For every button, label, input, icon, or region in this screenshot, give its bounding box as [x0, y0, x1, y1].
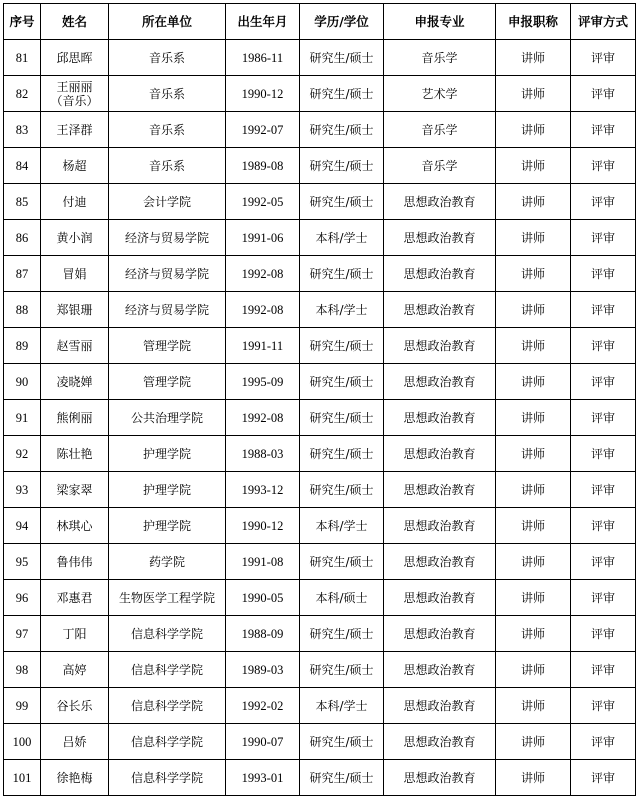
cell-major: 音乐学: [384, 148, 496, 184]
cell-title: 讲师: [496, 652, 571, 688]
cell-unit: 信息科学学院: [109, 652, 226, 688]
cell-major: 思想政治教育: [384, 652, 496, 688]
cell-unit: 生物医学工程学院: [109, 580, 226, 616]
cell-name: 梁家翠: [41, 472, 109, 508]
cell-unit: 经济与贸易学院: [109, 292, 226, 328]
cell-major: 思想政治教育: [384, 580, 496, 616]
cell-unit: 信息科学学院: [109, 616, 226, 652]
cell-index: 94: [4, 508, 41, 544]
table-body: [4, 40, 636, 796]
cell-degree: 研究生/硕士: [300, 328, 384, 364]
cell-degree: 研究生/硕士: [300, 112, 384, 148]
table-row: [4, 40, 636, 76]
cell-title: 讲师: [496, 220, 571, 256]
cell-unit: 经济与贸易学院: [109, 256, 226, 292]
cell-major: 艺术学: [384, 76, 496, 112]
cell-title: 讲师: [496, 76, 571, 112]
cell-major: 思想政治教育: [384, 724, 496, 760]
table-row: [4, 724, 636, 760]
cell-degree: 研究生/硕士: [300, 400, 384, 436]
cell-degree: 研究生/硕士: [300, 436, 384, 472]
cell-review: 评审: [571, 328, 636, 364]
cell-name: 熊俐丽: [41, 400, 109, 436]
cell-review: 评审: [571, 364, 636, 400]
table-row: [4, 472, 636, 508]
cell-name: 高婷: [41, 652, 109, 688]
cell-birth: 1986-11: [226, 40, 300, 76]
cell-birth: 1990-07: [226, 724, 300, 760]
cell-name: 黄小润: [41, 220, 109, 256]
cell-degree: 研究生/硕士: [300, 40, 384, 76]
cell-major: 音乐学: [384, 112, 496, 148]
cell-title: 讲师: [496, 688, 571, 724]
cell-major: 音乐学: [384, 40, 496, 76]
table-row: [4, 688, 636, 724]
cell-name: 陈壮艳: [41, 436, 109, 472]
cell-degree: 本科/学士: [300, 688, 384, 724]
header-index: 序号: [4, 4, 41, 40]
cell-review: 评审: [571, 148, 636, 184]
cell-review: 评审: [571, 184, 636, 220]
cell-major: 思想政治教育: [384, 616, 496, 652]
table-row: [4, 328, 636, 364]
cell-major: 思想政治教育: [384, 364, 496, 400]
cell-major: 思想政治教育: [384, 400, 496, 436]
cell-title: 讲师: [496, 508, 571, 544]
cell-birth: 1989-08: [226, 148, 300, 184]
cell-title: 讲师: [496, 544, 571, 580]
header-degree: 学历/学位: [300, 4, 384, 40]
cell-birth: 1995-09: [226, 364, 300, 400]
cell-birth: 1993-01: [226, 760, 300, 796]
cell-index: 93: [4, 472, 41, 508]
cell-birth: 1992-07: [226, 112, 300, 148]
cell-name: 徐艳梅: [41, 760, 109, 796]
cell-review: 评审: [571, 472, 636, 508]
cell-birth: 1988-03: [226, 436, 300, 472]
cell-degree: 本科/学士: [300, 292, 384, 328]
table-row: [4, 112, 636, 148]
cell-index: 82: [4, 76, 41, 112]
cell-name: 林琪心: [41, 508, 109, 544]
cell-birth: 1988-09: [226, 616, 300, 652]
cell-review: 评审: [571, 652, 636, 688]
cell-index: 99: [4, 688, 41, 724]
cell-title: 讲师: [496, 616, 571, 652]
cell-review: 评审: [571, 688, 636, 724]
cell-review: 评审: [571, 580, 636, 616]
cell-unit: 信息科学学院: [109, 688, 226, 724]
cell-degree: 本科/学士: [300, 220, 384, 256]
header-unit: 所在单位: [109, 4, 226, 40]
cell-major: 思想政治教育: [384, 508, 496, 544]
cell-index: 95: [4, 544, 41, 580]
cell-unit: 音乐系: [109, 148, 226, 184]
cell-review: 评审: [571, 76, 636, 112]
table-row: [4, 292, 636, 328]
table-row: [4, 616, 636, 652]
cell-title: 讲师: [496, 364, 571, 400]
cell-birth: 1992-02: [226, 688, 300, 724]
cell-name: 谷长乐: [41, 688, 109, 724]
cell-unit: 护理学院: [109, 472, 226, 508]
cell-degree: 研究生/硕士: [300, 364, 384, 400]
cell-major: 思想政治教育: [384, 292, 496, 328]
cell-title: 讲师: [496, 760, 571, 796]
cell-unit: 会计学院: [109, 184, 226, 220]
cell-name: 吕娇: [41, 724, 109, 760]
cell-index: 88: [4, 292, 41, 328]
cell-unit: 公共治理学院: [109, 400, 226, 436]
cell-unit: 信息科学学院: [109, 760, 226, 796]
cell-title: 讲师: [496, 472, 571, 508]
cell-title: 讲师: [496, 328, 571, 364]
cell-review: 评审: [571, 760, 636, 796]
cell-title: 讲师: [496, 184, 571, 220]
cell-title: 讲师: [496, 292, 571, 328]
cell-unit: 管理学院: [109, 364, 226, 400]
table-row: [4, 256, 636, 292]
cell-birth: 1992-08: [226, 256, 300, 292]
cell-unit: 经济与贸易学院: [109, 220, 226, 256]
cell-name: 丁阳: [41, 616, 109, 652]
cell-birth: 1989-03: [226, 652, 300, 688]
cell-review: 评审: [571, 400, 636, 436]
cell-degree: 研究生/硕士: [300, 652, 384, 688]
table-row: [4, 436, 636, 472]
header-name: 姓名: [41, 4, 109, 40]
header-birth: 出生年月: [226, 4, 300, 40]
table-row: [4, 544, 636, 580]
cell-name: 邱思晖: [41, 40, 109, 76]
cell-unit: 音乐系: [109, 112, 226, 148]
cell-birth: 1990-05: [226, 580, 300, 616]
cell-review: 评审: [571, 40, 636, 76]
cell-name: 付迪: [41, 184, 109, 220]
cell-index: 87: [4, 256, 41, 292]
cell-unit: 药学院: [109, 544, 226, 580]
cell-unit: 护理学院: [109, 436, 226, 472]
cell-title: 讲师: [496, 112, 571, 148]
cell-birth: 1992-08: [226, 292, 300, 328]
cell-degree: 研究生/硕士: [300, 724, 384, 760]
cell-index: 97: [4, 616, 41, 652]
cell-major: 思想政治教育: [384, 472, 496, 508]
cell-birth: 1993-12: [226, 472, 300, 508]
cell-review: 评审: [571, 112, 636, 148]
cell-index: 90: [4, 364, 41, 400]
cell-degree: 研究生/硕士: [300, 184, 384, 220]
cell-unit: 管理学院: [109, 328, 226, 364]
cell-review: 评审: [571, 508, 636, 544]
cell-review: 评审: [571, 436, 636, 472]
cell-name: 冒娟: [41, 256, 109, 292]
roster-table: [3, 3, 636, 796]
cell-birth: 1991-06: [226, 220, 300, 256]
table-row: [4, 76, 636, 112]
cell-birth: 1990-12: [226, 76, 300, 112]
cell-title: 讲师: [496, 148, 571, 184]
cell-name: 凌晓婵: [41, 364, 109, 400]
cell-index: 92: [4, 436, 41, 472]
cell-title: 讲师: [496, 724, 571, 760]
cell-degree: 研究生/硕士: [300, 76, 384, 112]
cell-degree: 研究生/硕士: [300, 472, 384, 508]
cell-index: 85: [4, 184, 41, 220]
cell-index: 101: [4, 760, 41, 796]
cell-degree: 研究生/硕士: [300, 256, 384, 292]
cell-review: 评审: [571, 256, 636, 292]
cell-major: 思想政治教育: [384, 760, 496, 796]
cell-index: 100: [4, 724, 41, 760]
cell-title: 讲师: [496, 256, 571, 292]
cell-unit: 音乐系: [109, 40, 226, 76]
table-row: [4, 508, 636, 544]
cell-degree: 本科/学士: [300, 508, 384, 544]
cell-degree: 本科/硕士: [300, 580, 384, 616]
header-review: 评审方式: [571, 4, 636, 40]
table-row: [4, 364, 636, 400]
cell-review: 评审: [571, 616, 636, 652]
cell-birth: 1992-08: [226, 400, 300, 436]
cell-major: 思想政治教育: [384, 544, 496, 580]
cell-birth: 1991-08: [226, 544, 300, 580]
cell-index: 98: [4, 652, 41, 688]
cell-name: 郑银珊: [41, 292, 109, 328]
cell-degree: 研究生/硕士: [300, 148, 384, 184]
cell-degree: 研究生/硕士: [300, 616, 384, 652]
cell-degree: 研究生/硕士: [300, 760, 384, 796]
table-row: [4, 220, 636, 256]
table-row: [4, 148, 636, 184]
header-title: 申报职称: [496, 4, 571, 40]
cell-name: 杨超: [41, 148, 109, 184]
table-row: [4, 652, 636, 688]
cell-unit: 护理学院: [109, 508, 226, 544]
cell-major: 思想政治教育: [384, 184, 496, 220]
cell-birth: 1990-12: [226, 508, 300, 544]
cell-unit: 音乐系: [109, 76, 226, 112]
cell-major: 思想政治教育: [384, 436, 496, 472]
cell-unit: 信息科学学院: [109, 724, 226, 760]
cell-title: 讲师: [496, 400, 571, 436]
cell-name: 邓惠君: [41, 580, 109, 616]
table-row: [4, 400, 636, 436]
cell-major: 思想政治教育: [384, 688, 496, 724]
table-row: [4, 580, 636, 616]
cell-birth: 1992-05: [226, 184, 300, 220]
table-row: [4, 760, 636, 796]
cell-major: 思想政治教育: [384, 328, 496, 364]
cell-index: 83: [4, 112, 41, 148]
cell-name: 赵雪丽: [41, 328, 109, 364]
header-major: 申报专业: [384, 4, 496, 40]
cell-review: 评审: [571, 292, 636, 328]
cell-review: 评审: [571, 724, 636, 760]
cell-name: 王丽丽 （音乐）: [41, 76, 109, 112]
cell-birth: 1991-11: [226, 328, 300, 364]
cell-review: 评审: [571, 544, 636, 580]
cell-major: 思想政治教育: [384, 256, 496, 292]
cell-index: 96: [4, 580, 41, 616]
cell-name: 王泽群: [41, 112, 109, 148]
cell-title: 讲师: [496, 436, 571, 472]
table-row: [4, 184, 636, 220]
cell-index: 91: [4, 400, 41, 436]
cell-index: 84: [4, 148, 41, 184]
cell-index: 81: [4, 40, 41, 76]
cell-index: 86: [4, 220, 41, 256]
cell-title: 讲师: [496, 40, 571, 76]
header-row: [4, 4, 636, 40]
cell-name: 鲁伟伟: [41, 544, 109, 580]
cell-index: 89: [4, 328, 41, 364]
table-header: [4, 4, 636, 40]
cell-major: 思想政治教育: [384, 220, 496, 256]
cell-review: 评审: [571, 220, 636, 256]
cell-degree: 研究生/硕士: [300, 544, 384, 580]
cell-title: 讲师: [496, 580, 571, 616]
